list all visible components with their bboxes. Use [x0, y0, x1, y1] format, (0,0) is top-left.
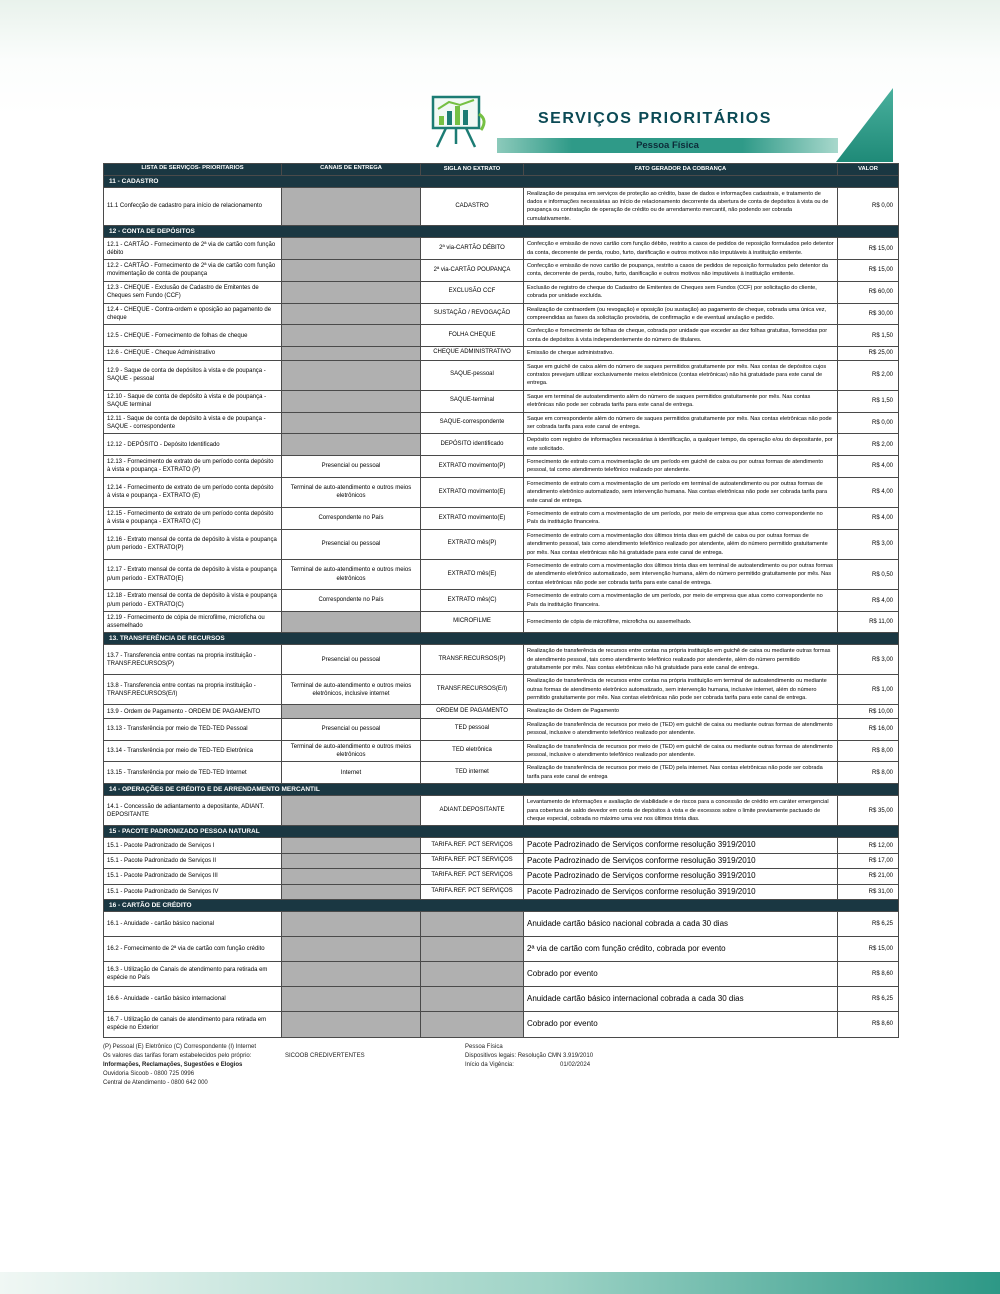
valor-cell: R$ 0,00 — [871, 419, 893, 426]
table-row — [104, 869, 898, 884]
canal-cell — [282, 304, 421, 325]
column-header: LISTA DE SERVIÇOS- PRIORITARIOS — [104, 164, 282, 175]
canal-cell — [282, 937, 421, 961]
legal-reference: Dispositivos legais: Resolução CMN 3.919/2010 — [465, 1052, 594, 1059]
service-name: 15.1 - Pacote Padronizado de Serviços III — [104, 869, 282, 883]
valor-cell: R$ 4,00 — [871, 515, 893, 522]
service-name: 12.1 - CARTÃO - Fornecimento de 2ª via de cartão com função débito — [104, 238, 282, 259]
table-row — [104, 1012, 898, 1037]
fato-gerador-cell: Realização de transferência de recursos por meio de (TED) em guichê de caixa ou mediante outras formas de atendimento pessoal, inclusive o atendimento telefônico realizado por atendente. — [524, 741, 838, 762]
table-row — [104, 304, 898, 326]
canal-cell: Presencial ou pessoal — [282, 530, 421, 559]
fato-gerador-cell: Realização de pesquisa em serviços de proteção ao crédito, base de dados e informações cadastrais, e tratamento de dados e informações necessárias ao início de relacionamento decorrente da abertura de conta de depósitos à vista ou de poupança ou contratação de operação de crédito ou de arrendamento mercantil, não podendo ser cobrada cumulativamente. — [524, 188, 838, 226]
valor-cell: R$ 8,60 — [871, 1021, 893, 1028]
canal-cell — [282, 838, 421, 852]
fato-gerador-cell: Fornecimento de extrato com a movimentação de um período em guichê de caixa ou por outras formas de atendimento pessoal, tal como atendimento telefônico realizado por atendente. — [524, 456, 838, 477]
contact-title: Informações, Reclamações, Sugestões e Elogios — [103, 1061, 243, 1068]
service-name: 13.7 - Transferencia entre contas na propria instituição - TRANSF.RECURSOS(P) — [104, 645, 282, 674]
canal-cell: Presencial ou pessoal — [282, 456, 421, 477]
service-name: 12.12 - DEPÓSITO - Depósito Identificado — [104, 434, 282, 455]
fato-gerador-cell: Emissão de cheque administrativo. — [524, 347, 838, 359]
section-header: 15 - PACOTE PADRONIZADO PESSOA NATURAL — [104, 826, 898, 838]
service-name: 16.7 - Utilização de canais de atendimento para retirada em espécie no Exterior — [104, 1012, 282, 1037]
sigla-cell: TARIFA.REF. PCT SERVIÇOS — [421, 854, 524, 868]
legend-note: (P) Pessoal (E) Eletrônico (C) Correspondente (I) Internet — [103, 1043, 257, 1050]
section-header: 11 - CADASTRO — [104, 176, 898, 188]
column-header: CANAIS DE ENTREGA — [282, 164, 421, 175]
services-table — [103, 163, 899, 1038]
sigla-cell: 2ª via-CARTÃO POUPANÇA — [421, 260, 524, 281]
sigla-cell: TRANSF.RECURSOS(E/I) — [421, 675, 524, 704]
table-row — [104, 719, 898, 741]
service-name: 12.10 - Saque de conta de depósito à vista e de poupança - SAQUE terminal — [104, 391, 282, 412]
valor-cell: R$ 8,00 — [871, 748, 893, 755]
canal-cell: Correspondente no País — [282, 590, 421, 611]
section-header: 16 - CARTÃO DE CRÉDITO — [104, 900, 898, 912]
table-row — [104, 282, 898, 304]
sigla-cell: MICROFILME — [421, 612, 524, 632]
page-title: SERVIÇOS PRIORITÁRIOS — [538, 110, 772, 127]
validity-date: 01/02/2024 — [560, 1061, 591, 1068]
canal-cell: Internet — [282, 762, 421, 783]
table-row — [104, 391, 898, 413]
sigla-cell: EXCLUSÃO CCF — [421, 282, 524, 303]
fato-gerador-cell: Confecção e emissão de novo cartão com função débito, restrito a casos de pedidos de reposição formulados pelo detentor da conta, decorrente de perda, roubo, furto, danificação e outros motivos não imputáveis à instituição emitente. — [524, 238, 838, 259]
sigla-cell: CHEQUE ADMINISTRATIVO — [421, 347, 524, 359]
service-name: 13.9 - Ordem de Pagamento - ORDEM DE PAGAMENTO — [104, 705, 282, 717]
section-header: 13. TRANSFERÊNCIA DE RECURSOS — [104, 633, 898, 645]
fato-gerador-cell: Realização de Ordem de Pagamento — [524, 705, 838, 717]
canal-cell — [282, 260, 421, 281]
canal-cell: Terminal de auto-atendimento e outros meios eletrônicos — [282, 478, 421, 507]
valor-cell: R$ 31,00 — [868, 888, 893, 895]
column-header: FATO GERADOR DA COBRANÇA — [524, 164, 838, 175]
canal-cell — [282, 912, 421, 936]
canal-cell — [282, 188, 421, 226]
subtitle-text: Pessoa Física — [636, 140, 699, 151]
sigla-cell: TARIFA.REF. PCT SERVIÇOS — [421, 869, 524, 883]
sigla-cell: EXTRATO movimento(E) — [421, 478, 524, 507]
service-name: 12.19 - Fornecimento de cópia de microfilme, microficha ou assemelhado — [104, 612, 282, 632]
service-name: 12.4 - CHEQUE - Contra-ordem e oposição ao pagamento de cheque — [104, 304, 282, 325]
valor-cell: R$ 30,00 — [868, 310, 893, 317]
sigla-cell — [421, 962, 524, 986]
valor-cell: R$ 60,00 — [868, 289, 893, 296]
canal-cell: Terminal de auto-atendimento e outros meios eletrônicos — [282, 560, 421, 589]
valor-cell: R$ 8,60 — [871, 970, 893, 977]
table-row — [104, 456, 898, 478]
table-row — [104, 325, 898, 347]
service-name: 13.13 - Transferência por meio de TED-TED Pessoal — [104, 719, 282, 740]
table-row — [104, 434, 898, 456]
service-name: 16.6 - Anuidade - cartão básico internacional — [104, 987, 282, 1011]
fato-gerador-cell: Pacote Padrozinado de Serviços conforme resolução 3919/2010 — [524, 854, 838, 868]
valor-cell: R$ 4,00 — [871, 463, 893, 470]
fato-gerador-cell: Pacote Padrozinado de Serviços conforme resolução 3919/2010 — [524, 838, 838, 852]
table-row — [104, 590, 898, 612]
canal-cell — [282, 413, 421, 434]
service-name: 12.16 - Extrato mensal de conta de depósito à vista e poupança p/um período - EXTRATO(P) — [104, 530, 282, 559]
fato-gerador-cell: Saque em guichê de caixa além do número de saques permitidos gratuitamente por mês. Nas contas de depósitos cujos contratos prevejam utilizar exclusivamente meios eletrônicos (contas eletrônicas) não há gratuidade para este canal de entrega. — [524, 361, 838, 390]
valor-cell: R$ 6,25 — [871, 920, 893, 927]
fato-gerador-cell: Fornecimento de extrato com a movimentação dos últimos trinta dias em guichê de caixa ou por outras formas de atendimento pessoal, tais como atendimento telefônico realizado por atendente, além do número permitido gratuitamente por mês. Nas contas eletrônicas não há gratuidade para este canal de entrega. — [524, 530, 838, 559]
sigla-cell: TARIFA.REF. PCT SERVIÇOS — [421, 885, 524, 899]
sigla-cell: 2ª via-CARTÃO DÉBITO — [421, 238, 524, 259]
table-row — [104, 987, 898, 1012]
service-name: 12.5 - CHEQUE - Fornecimento de folhas de cheque — [104, 325, 282, 346]
sigla-cell: FOLHA CHEQUE — [421, 325, 524, 346]
service-name: 15.1 - Pacote Padronizado de Serviços II — [104, 854, 282, 868]
canal-cell — [282, 282, 421, 303]
service-name: 13.8 - Transferencia entre contas na propria instituição - TRANSF.RECURSOS(E/I) — [104, 675, 282, 704]
canal-cell — [282, 885, 421, 899]
valor-cell: R$ 10,00 — [868, 708, 893, 715]
sigla-cell: TED internet — [421, 762, 524, 783]
fato-gerador-cell: Fornecimento de extrato com a movimentação de um período em terminal de autoatendimento ou por outras formas de atendimento eletrônico automatizado, sem intervenção humana. Nas contas eletrônicas não pode ser cobrada tarifa para este canal de entrega. — [524, 478, 838, 507]
valor-cell: R$ 8,00 — [871, 769, 893, 776]
fato-gerador-cell: Realização de contraordem (ou revogação) e oposição (ou sustação) ao pagamento de cheque, cobrada uma única vez, compreendidas as fases da solicitação provisória, de confirmação e de eventual anulação e pedido. — [524, 304, 838, 325]
valor-cell: R$ 1,00 — [871, 686, 893, 693]
service-name: 13.14 - Transferência por meio de TED-TED Eletrônica — [104, 741, 282, 762]
table-row — [104, 560, 898, 590]
table-row — [104, 612, 898, 633]
table-row — [104, 854, 898, 869]
institution-name: SICOOB CREDIVERTENTES — [285, 1052, 365, 1059]
table-row — [104, 530, 898, 560]
sigla-cell: EXTRATO movimento(E) — [421, 508, 524, 529]
service-name: 15.1 - Pacote Padronizado de Serviços IV — [104, 885, 282, 899]
canal-cell — [282, 854, 421, 868]
sigla-cell: TED pessoal — [421, 719, 524, 740]
service-name: 12.18 - Extrato mensal de conta de depósito à vista e poupança p/um período - EXTRATO(C) — [104, 590, 282, 611]
section-header: 12 - CONTA DE DEPÓSITOS — [104, 226, 898, 238]
canal-cell: Terminal de auto-atendimento e outros meios eletrônicos, inclusive internet — [282, 675, 421, 704]
valor-cell: R$ 1,50 — [871, 398, 893, 405]
canal-cell — [282, 612, 421, 632]
sigla-cell: SUSTAÇÃO / REVOGAÇÃO — [421, 304, 524, 325]
validity-label: Início da Vigência: — [465, 1061, 514, 1068]
fato-gerador-cell: Saque em correspondente além do número de saques permitidos gratuitamente por mês. Nas contas eletrônicas não pode ser cobrada tarifa para este canal de entrega. — [524, 413, 838, 434]
canal-cell: Terminal de auto-atendimento e outros meios eletrônicos — [282, 741, 421, 762]
valor-cell: R$ 15,00 — [868, 945, 893, 952]
fato-gerador-cell: Saque em terminal de autoatendimento além do número de saques permitidos gratuitamente por mês. Nas contas eletrônicas não pode ser cobrada tarifa para este canal de entrega. — [524, 391, 838, 412]
valor-cell: R$ 15,00 — [868, 245, 893, 252]
table-row — [104, 705, 898, 718]
valor-cell: R$ 6,25 — [871, 995, 893, 1002]
fato-gerador-cell: Realização de transferência de recursos entre contas na própria instituição em guichê de caixa ou mediante outras formas de atendimento pessoal, tais como atendimento telefônico realizado por atendente, além do número permitido gratuitamente por mês. Nas contas eletrônicas não há gratuidade para este canal de entrega. — [524, 645, 838, 674]
canal-cell — [282, 325, 421, 346]
fato-gerador-cell: Depósito com registro de informações necessárias à identificação, a qualquer tempo, da operação e/ou do depositante, por este solicitado. — [524, 434, 838, 455]
fato-gerador-cell: Anuidade cartão básico nacional cobrada a cada 30 dias — [524, 912, 838, 936]
fato-gerador-cell: Fornecimento de extrato com a movimentação de um período, por meio de empresa que atua como correspondente no País da instituição financeira. — [524, 508, 838, 529]
canal-cell — [282, 1012, 421, 1037]
column-header: SIGLA NO EXTRATO — [421, 164, 524, 175]
table-row — [104, 645, 898, 675]
table-row — [104, 838, 898, 853]
valor-cell: R$ 0,50 — [871, 571, 893, 578]
canal-cell — [282, 391, 421, 412]
service-name: 12.9 - Saque de conta de depósitos à vista e de poupança - SAQUE - pessoal — [104, 361, 282, 390]
fato-gerador-cell: Realização de transferência de recursos entre contas na própria instituição em terminal de autoatendimento ou mediante outras formas de atendimento eletrônico automatizado, sem intervenção humana, inclusive internet, além do número permitido gratuitamente por mês. Nas contas eletrônicas não pode ser cobrada tarifa para este canal de entrega. — [524, 675, 838, 704]
person-type-label: Pessoa Física — [465, 1043, 503, 1050]
canal-cell — [282, 869, 421, 883]
sigla-cell: EXTRATO mês(E) — [421, 560, 524, 589]
canal-cell — [282, 796, 421, 825]
valor-cell: R$ 12,00 — [868, 842, 893, 849]
sigla-cell — [421, 987, 524, 1011]
table-row — [104, 741, 898, 763]
fato-gerador-cell: Realização de transferência de recursos por meio de (TED) pela internet. Nas contas eletrônicas não pode ser cobrada tarifa para este canal de entrega — [524, 762, 838, 783]
table-row — [104, 413, 898, 435]
fato-gerador-cell: Confecção e fornecimento de folhas de cheque, cobrada por unidade que exceder as dez folhas gratuitas, fornecidas por conta de depósitos à vista independentemente do número de titulares. — [524, 325, 838, 346]
table-row — [104, 347, 898, 360]
sigla-cell: SAQUE-pessoal — [421, 361, 524, 390]
sigla-cell: EXTRATO mês(C) — [421, 590, 524, 611]
valor-cell: R$ 21,00 — [868, 873, 893, 880]
table-row — [104, 962, 898, 987]
canal-cell — [282, 962, 421, 986]
fato-gerador-cell: Anuidade cartão básico internacional cobrada a cada 30 dias — [524, 987, 838, 1011]
table-row — [104, 796, 898, 826]
fato-gerador-cell: Pacote Padrozinado de Serviços conforme resolução 3919/2010 — [524, 885, 838, 899]
canal-cell — [282, 705, 421, 717]
canal-cell — [282, 434, 421, 455]
service-name: 12.3 - CHEQUE - Exclusão de Cadastro de Emitentes de Cheques sem Fundo (CCF) — [104, 282, 282, 303]
service-name: 16.3 - Utilização de Canais de atendimento para retirada em espécie no País — [104, 962, 282, 986]
table-row — [104, 762, 898, 784]
valor-cell: R$ 17,00 — [868, 857, 893, 864]
canal-cell: Presencial ou pessoal — [282, 719, 421, 740]
sigla-cell: EXTRATO mês(P) — [421, 530, 524, 559]
column-header: VALOR — [838, 164, 898, 175]
sigla-cell — [421, 937, 524, 961]
sigla-cell: SAQUE-correspondente — [421, 413, 524, 434]
canal-cell — [282, 987, 421, 1011]
valor-cell: R$ 2,00 — [871, 372, 893, 379]
service-name: 13.15 - Transferência por meio de TED-TED Internet — [104, 762, 282, 783]
fato-gerador-cell: 2ª via de cartão com função crédito, cobrada por evento — [524, 937, 838, 961]
valor-cell: R$ 11,00 — [869, 619, 893, 626]
fato-gerador-cell: Pacote Padrozinado de Serviços conforme resolução 3919/2010 — [524, 869, 838, 883]
service-name: 12.15 - Fornecimento de extrato de um período conta depósito à vista e poupança - EXTRATO (C) — [104, 508, 282, 529]
valor-cell: R$ 15,00 — [868, 267, 893, 274]
table-row — [104, 937, 898, 962]
canal-cell — [282, 238, 421, 259]
sigla-cell: CADASTRO — [421, 188, 524, 226]
table-header-row — [104, 164, 898, 176]
service-name: 16.1 - Anuidade - cartão básico nacional — [104, 912, 282, 936]
service-name: 15.1 - Pacote Padronizado de Serviços I — [104, 838, 282, 852]
section-header: 14 - OPERAÇÕES DE CRÉDITO E DE ARRENDAMENTO MERCANTIL — [104, 784, 898, 796]
valor-cell: R$ 3,00 — [871, 656, 893, 663]
sigla-cell: TARIFA.REF. PCT SERVIÇOS — [421, 838, 524, 852]
valor-cell: R$ 1,50 — [871, 332, 893, 339]
ouvidoria-phone: Ouvidoria Sicoob - 0800 725 0996 — [103, 1070, 195, 1077]
service-name: 16.2 - Fornecimento de 2ª via de cartão com função crédito — [104, 937, 282, 961]
table-row — [104, 238, 898, 260]
sigla-cell: TED eletrônica — [421, 741, 524, 762]
sigla-cell: SAQUE-terminal — [421, 391, 524, 412]
fato-gerador-cell: Fornecimento de cópia de microfilme, microficha ou assemelhado. — [524, 612, 838, 632]
valor-cell: R$ 2,00 — [871, 441, 893, 448]
table-row — [104, 885, 898, 900]
sigla-cell — [421, 1012, 524, 1037]
fato-gerador-cell: Cobrado por evento — [524, 962, 838, 986]
values-note: Os valores das tarifas foram estabelecidos pelo próprio: — [103, 1052, 252, 1059]
fato-gerador-cell: Confecção e emissão de novo cartão de poupança, restrito a casos de pedidos de reposição formulados pelo detentor da conta, decorrente de perda, roubo, furto, danificação e outros motivos não imputáveis à instituição emitente. — [524, 260, 838, 281]
fato-gerador-cell: Cobrado por evento — [524, 1012, 838, 1037]
sigla-cell: EXTRATO movimento(P) — [421, 456, 524, 477]
canal-cell — [282, 347, 421, 359]
table-row — [104, 478, 898, 508]
document-footer — [103, 1044, 897, 1104]
valor-cell: R$ 25,00 — [868, 350, 893, 357]
table-row — [104, 675, 898, 705]
fato-gerador-cell: Fornecimento de extrato com a movimentação dos últimos trinta dias em terminal de autoatendimento ou por outras formas de atendimento eletrônico automatizado, sem intervenção humana, além do número permitido gratuitamente por mês. Nas contas eletrônicas não pode ser cobrada tarifa para este canal de entrega. — [524, 560, 838, 589]
fato-gerador-cell: Realização de transferência de recursos por meio de (TED) em guichê de caixa ou mediante outras formas de atendimento pessoal, inclusive o atendimento telefônico realizado por atendente. — [524, 719, 838, 740]
service-name: 12.6 - CHEQUE - Cheque Administrativo — [104, 347, 282, 359]
canal-cell — [282, 361, 421, 390]
service-name: 12.14 - Fornecimento de extrato de um período conta depósito à vista e poupança - EXTRATO (E) — [104, 478, 282, 507]
sigla-cell: ADIANT.DEPOSITANTE — [421, 796, 524, 825]
service-name: 12.13 - Fornecimento de extrato de um período conta depósito à vista e poupança - EXTRATO (P) — [104, 456, 282, 477]
fato-gerador-cell: Exclusão de registro de cheque do Cadastro de Emitentes de Cheques sem Fundos (CCF) por solicitação do cliente, cobrada por unidade excluída. — [524, 282, 838, 303]
sigla-cell: TRANSF.RECURSOS(P) — [421, 645, 524, 674]
sigla-cell — [421, 912, 524, 936]
sigla-cell: DEPÓSITO identificado — [421, 434, 524, 455]
bottom-gradient-band — [0, 1272, 1000, 1294]
central-phone: Central de Atendimento - 0800 642 000 — [103, 1079, 208, 1086]
valor-cell: R$ 4,00 — [871, 597, 893, 604]
table-row — [104, 188, 898, 227]
service-name: 11.1 Confecção de cadastro para início de relacionamento — [104, 188, 282, 226]
service-name: 12.17 - Extrato mensal de conta de depósito à vista e poupança p/um período - EXTRATO(E) — [104, 560, 282, 589]
valor-cell: R$ 35,00 — [868, 807, 893, 814]
service-name: 12.2 - CARTÃO - Fornecimento de 2ª via de cartão com função movimentação de conta de poupança — [104, 260, 282, 281]
table-row — [104, 361, 898, 391]
sigla-cell: ORDEM DE PAGAMENTO — [421, 705, 524, 717]
service-name: 12.11 - Saque de conta de depósito à vista e de poupança - SAQUE - correspondente — [104, 413, 282, 434]
valor-cell: R$ 16,00 — [868, 726, 893, 733]
fato-gerador-cell: Fornecimento de extrato com a movimentação de um período, por meio de empresa que atua como correspondente no País da instituição financeira. — [524, 590, 838, 611]
valor-cell: R$ 4,00 — [871, 489, 893, 496]
canal-cell: Presencial ou pessoal — [282, 645, 421, 674]
table-row — [104, 260, 898, 282]
valor-cell: R$ 3,00 — [871, 541, 893, 548]
service-name: 14.1 - Concessão de adiantamento a depositante, ADIANT. DEPOSITANTE — [104, 796, 282, 825]
fato-gerador-cell: Levantamento de informações e avaliação de viabilidade e de riscos para a concessão de crédito em caráter emergencial para cobertura de saldo devedor em conta de depósitos à vista e de excessos sobre o limite previamente pactuado de cheque especial, cobrada no máximo uma vez nos últimos trinta dias. — [524, 796, 838, 825]
table-row — [104, 912, 898, 937]
canal-cell: Correspondente no País — [282, 508, 421, 529]
table-row — [104, 508, 898, 530]
valor-cell: R$ 0,00 — [871, 203, 893, 210]
